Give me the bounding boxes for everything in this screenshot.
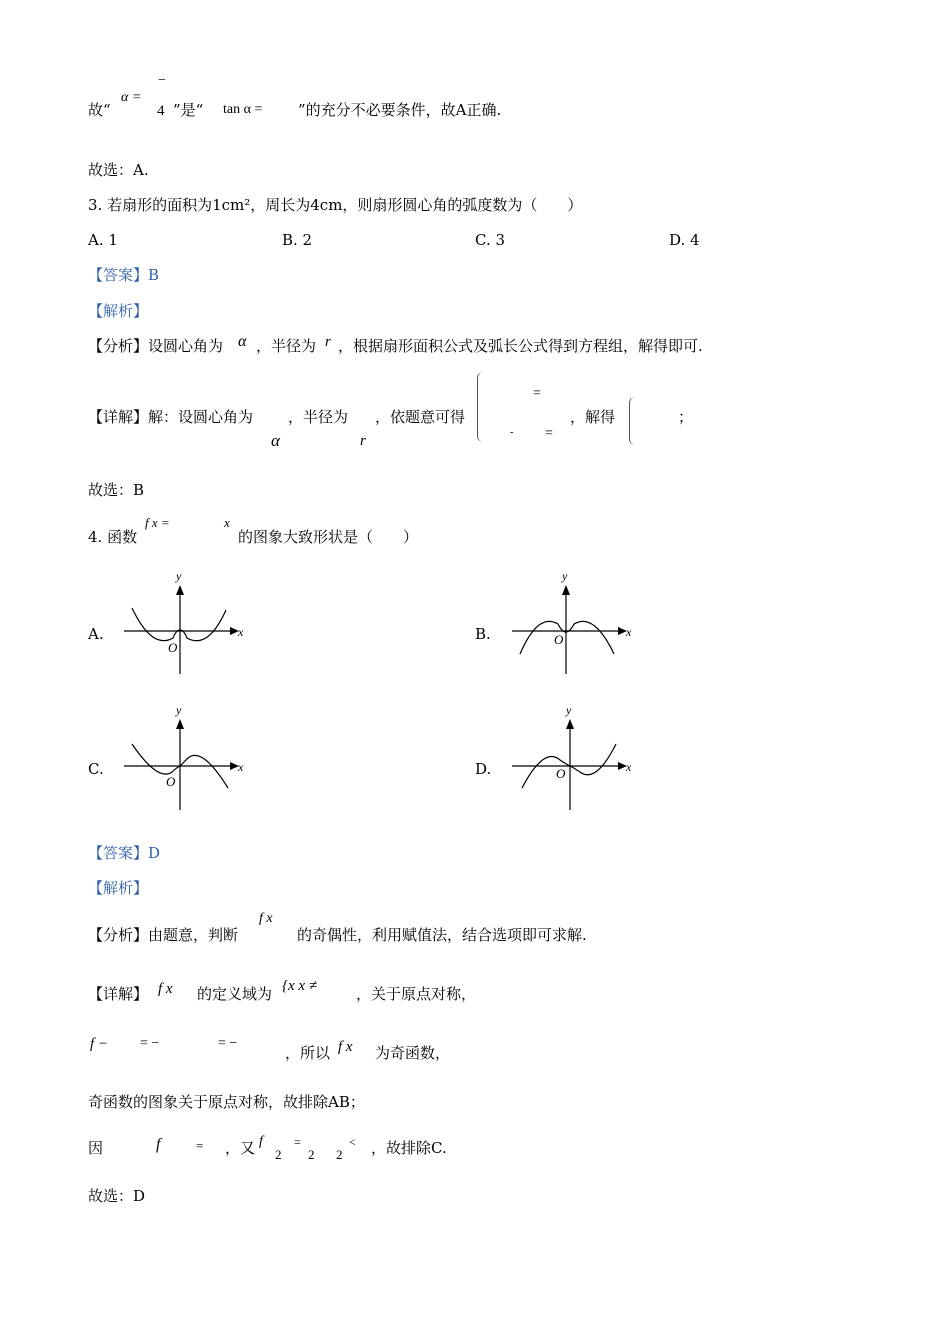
q4-choose: 故选：D	[88, 1187, 146, 1205]
graph-a	[118, 568, 253, 678]
graph-d-y: y	[566, 703, 572, 717]
graph-c-y: y	[176, 703, 182, 717]
graph-d	[506, 702, 641, 814]
graph-c-label: C.	[88, 760, 104, 778]
q3-xiangjie-a: 【详解】解：设圆心角为	[88, 408, 254, 426]
q3-option-a: A. 1	[88, 231, 118, 249]
intro-prefix: 故“	[88, 101, 111, 119]
q4-line2-a: ，所以	[285, 1044, 331, 1062]
q4-line4-frac2: 2	[308, 1147, 315, 1162]
q3-option-d: D. 4	[669, 231, 700, 249]
q4-analysis-tag: 【解析】	[88, 879, 149, 897]
q3-fenxi-r: r	[325, 334, 331, 350]
q4-line4-eq: =	[196, 1138, 204, 1153]
q3-xiangjie-alpha: α	[271, 431, 280, 450]
graph-b	[506, 568, 641, 678]
system-brace-2	[629, 397, 636, 445]
q3-fenxi-b: ，半径为	[256, 337, 317, 355]
q4-fenxi-fx: f x	[259, 911, 273, 926]
q4-line2-fx: f x	[338, 1039, 353, 1055]
q4-line2-eq2: = −	[218, 1036, 238, 1051]
q4-stem-tail: 的图象大致形状是（ ）	[238, 528, 419, 546]
q4-answer: 【答案】D	[88, 844, 161, 862]
q3-fenxi-alpha: α	[238, 333, 247, 350]
q3-fenxi-a: 【分析】设圆心角为	[88, 337, 224, 355]
graph-b-y: y	[562, 569, 568, 583]
graph-b-origin: O	[554, 632, 564, 647]
q4-line2-f: f −	[90, 1036, 109, 1052]
intro-choose: 故选：A.	[88, 161, 149, 179]
q4-line4-f2: f	[259, 1134, 263, 1149]
q4-line4-a: 因	[88, 1139, 104, 1157]
system-eq-2: =	[545, 426, 553, 441]
system-dash: -	[510, 427, 514, 438]
q3-xiangjie-e: ；	[678, 408, 694, 426]
intro-mid: ”是“	[173, 101, 204, 119]
q3-fenxi-c: ，根据扇形面积公式及弧长公式得到方程组，解得即可.	[338, 337, 703, 355]
intro-four: 4	[157, 103, 165, 119]
q4-line4-frac1: 2	[275, 1147, 282, 1162]
graph-d-x: x	[626, 760, 632, 774]
graph-d-origin: O	[556, 766, 566, 781]
q4-xj-c: ，关于原点对称，	[356, 985, 477, 1003]
intro-alpha-eq: α =	[121, 90, 142, 105]
intro-tan: tan α =	[223, 102, 263, 117]
graph-a-y: y	[176, 569, 182, 583]
q4-x-label: x	[224, 515, 230, 530]
q4-xj-set: {x x ≠	[282, 978, 318, 994]
q3-option-b: B. 2	[282, 231, 313, 249]
q4-line4-c: ，故排除C.	[371, 1139, 447, 1157]
q4-xj-b: 的定义域为	[197, 985, 273, 1003]
q4-line4-lt: <	[349, 1135, 356, 1149]
graph-c-origin: O	[166, 774, 176, 789]
q4-f-label: f x =	[145, 515, 170, 530]
q3-option-c: C. 3	[475, 231, 506, 249]
q4-fenxi-b: 的奇偶性，利用赋值法，结合选项即可求解.	[297, 926, 587, 944]
graph-c-x: x	[238, 760, 244, 774]
q4-xj-fx: f x	[158, 981, 173, 997]
q4-line4-f: f	[156, 1136, 161, 1153]
system-brace-1	[477, 372, 486, 442]
graph-a-x: x	[238, 625, 244, 639]
q3-answer: 【答案】B	[88, 266, 160, 284]
graph-b-label: B.	[475, 625, 491, 643]
intro-tail: ”的充分不必要条件，故A正确.	[298, 101, 502, 119]
graph-c	[118, 702, 253, 814]
system-eq-1: =	[533, 386, 541, 401]
graph-d-label: D.	[475, 760, 492, 778]
q3-xiangjie-r: r	[360, 433, 366, 449]
q3-xiangjie-b: ，半径为	[288, 408, 349, 426]
q4-line4-b: ，又	[225, 1139, 256, 1157]
q3-xiangjie-d: ，解得	[570, 408, 616, 426]
q3-choose: 故选：B	[88, 481, 145, 499]
q4-line2-b: 为奇函数，	[375, 1044, 451, 1062]
graph-a-origin: O	[168, 640, 178, 655]
q4-fenxi-a: 【分析】由题意，判断	[88, 926, 239, 944]
q3-stem: 3. 若扇形的面积为1cm²，周长为4cm，则扇形圆心角的弧度数为（ ）	[88, 196, 583, 214]
q4-line2-eq1: = −	[140, 1036, 160, 1051]
q4-line4-frac3: 2	[336, 1147, 343, 1162]
q4-num: 4. 函数	[88, 528, 138, 546]
q4-xj-a: 【详解】	[88, 985, 149, 1003]
q4-line4-eq2: =	[294, 1135, 301, 1149]
intro-bar: −	[158, 73, 166, 88]
q4-line3: 奇函数的图象关于原点对称，故排除AB；	[88, 1093, 365, 1111]
q3-analysis-tag: 【解析】	[88, 302, 149, 320]
graph-b-x: x	[626, 625, 632, 639]
q3-xiangjie-c: ，依题意可得	[375, 408, 466, 426]
graph-a-label: A.	[88, 625, 104, 643]
